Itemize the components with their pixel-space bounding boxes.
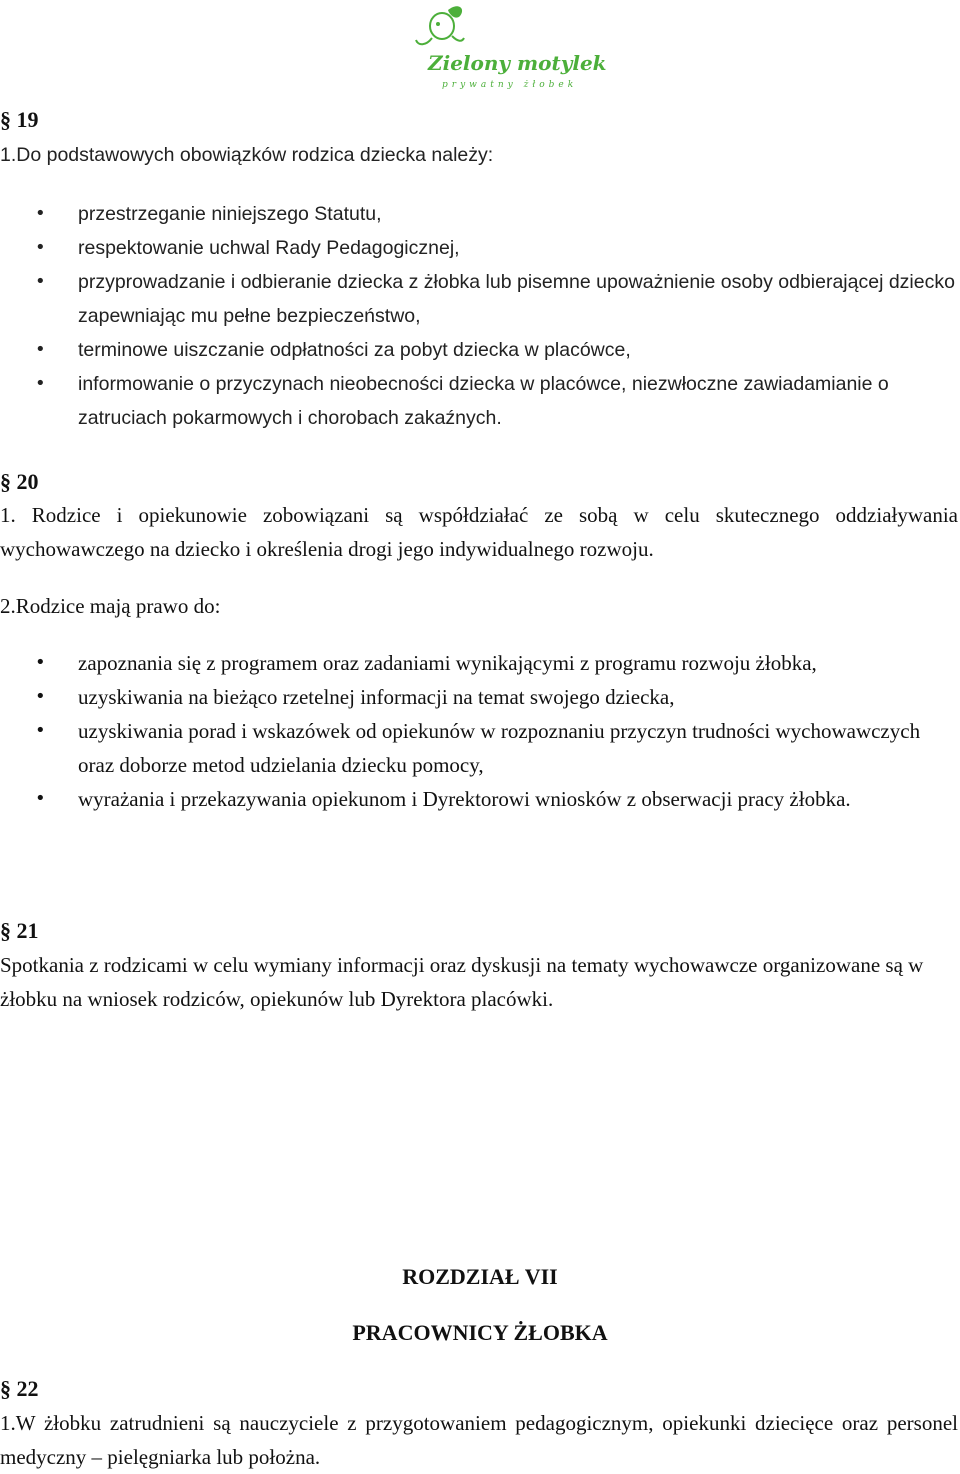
list-item: • informowanie o przyczynach nieobecności dziecka w placówce, niezwłoczne zawiadamianie o zatruciach pokarmowych i chorobach zakaźnych. bbox=[0, 367, 958, 435]
section-mark-19: § 19 bbox=[0, 107, 39, 132]
list-item: • terminowe uiszczanie odpłatności za pobyt dziecka w placówce, bbox=[0, 333, 958, 367]
chapter-title: ROZDZIAŁ VII bbox=[402, 1264, 558, 1289]
list-item: • uzyskiwania porad i wskazówek od opiekunów w rozpoznaniu przyczyn trudności wychowawczych oraz doborze metod udzielania dziecku pomocy, bbox=[0, 714, 958, 782]
list-item: • zapoznania się z programem oraz zadaniami wynikającymi z programu rozwoju żłobka, bbox=[0, 646, 958, 680]
list-item: • przestrzeganie niniejszego Statutu, bbox=[0, 197, 958, 231]
butterfly-baby-logo-icon bbox=[408, 2, 468, 52]
section-20-list bbox=[0, 646, 958, 816]
section-22-paragraph: 1.W żłobku zatrudnieni są nauczyciele z przygotowaniem pedagogicznym, opiekunki dziecięce oraz personel medyczny – pielęgniarka lub położna. bbox=[0, 1411, 958, 1469]
chapter-subtitle: PRACOWNICY ŻŁOBKA bbox=[352, 1320, 608, 1345]
list-item: • respektowanie uchwal Rady Pedagogicznej, bbox=[0, 231, 958, 265]
section-mark-21: § 21 bbox=[0, 918, 39, 943]
list-item: • uzyskiwania na bieżąco rzetelnej informacji na temat swojego dziecka, bbox=[0, 680, 958, 714]
logo-name: Zielony motylek bbox=[428, 51, 607, 75]
section-mark-20: § 20 bbox=[0, 469, 39, 494]
section-20-paragraph-2: 2.Rodzice mają prawo do: bbox=[0, 594, 221, 618]
logo-tagline: prywatny żłobek bbox=[442, 80, 578, 90]
list-item: • wyrażania i przekazywania opiekunom i Dyrektorowi wniosków z obserwacji pracy żłobka. bbox=[0, 782, 958, 816]
section-20-paragraph-1: 1. Rodzice i opiekunowie zobowiązani są współdziałać ze sobą w celu skutecznego oddziaływania wychowawczego na dziecko i określenia drogi jego indywidualnego rozwoju. bbox=[0, 503, 958, 561]
list-item: • przyprowadzanie i odbieranie dziecka z żłobka lub pisemne upoważnienie osoby odbierającej dziecko zapewniając mu pełne bezpieczeństwo, bbox=[0, 265, 958, 333]
logo bbox=[398, 2, 607, 90]
section-21-paragraph: Spotkania z rodzicami w celu wymiany informacji oraz dyskusji na tematy wychowawcze organizowane są w żłobku na wniosek rodziców, opiekunów lub Dyrektora placówki. bbox=[0, 953, 924, 1011]
section-19-intro: 1.Do podstawowych obowiązków rodzica dziecka należy: bbox=[0, 144, 494, 166]
section-mark-22: § 22 bbox=[0, 1376, 39, 1401]
section-19-list bbox=[0, 197, 958, 435]
